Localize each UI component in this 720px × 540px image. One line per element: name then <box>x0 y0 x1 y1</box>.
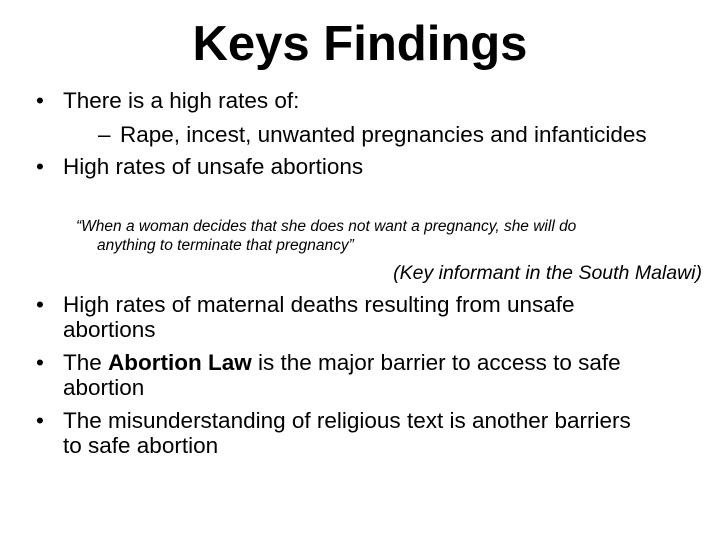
slide-title: Keys Findings <box>192 17 528 71</box>
quote-attribution: (Key informant in the South Malawi) <box>393 262 702 284</box>
quote-line-1: “When a woman decides that she does not want a pregnancy, she will do <box>76 218 577 235</box>
bullet-marker: • <box>36 292 44 317</box>
bullet-marker: • <box>36 154 44 179</box>
bullet-text-abortion-law-line-1 <box>63 348 621 378</box>
bullet-text-high-rates-of: There is a high rates of: <box>63 88 300 113</box>
bullet-text-maternal-deaths-line-1: High rates of maternal deaths resulting from unsafe <box>63 292 575 317</box>
sub-bullet-dash: – <box>98 122 111 147</box>
bullet-text-religious-text-line-2: to safe abortion <box>63 433 219 458</box>
bullet-text-abortion-law-line-2: abortion <box>63 375 145 400</box>
bullet-marker: • <box>36 408 44 433</box>
sub-bullet-text: Rape, incest, unwanted pregnancies and infanticides <box>120 122 647 147</box>
quote-line-2: anything to terminate that pregnancy” <box>97 237 354 254</box>
bullet-marker: • <box>36 350 44 375</box>
bullet-text-unsafe-abortions: High rates of unsafe abortions <box>63 154 364 179</box>
bullet-text-post: is the major barrier to access to safe <box>251 350 621 375</box>
bullet-text-religious-text-line-1: The misunderstanding of religious text is another barriers <box>63 408 631 433</box>
bullet-text-bold-abortion-law: Abortion Law <box>108 350 252 375</box>
bullet-marker: • <box>36 88 44 113</box>
bullet-text-maternal-deaths-line-2: abortions <box>63 317 156 342</box>
bullet-text-pre: The <box>63 350 109 375</box>
